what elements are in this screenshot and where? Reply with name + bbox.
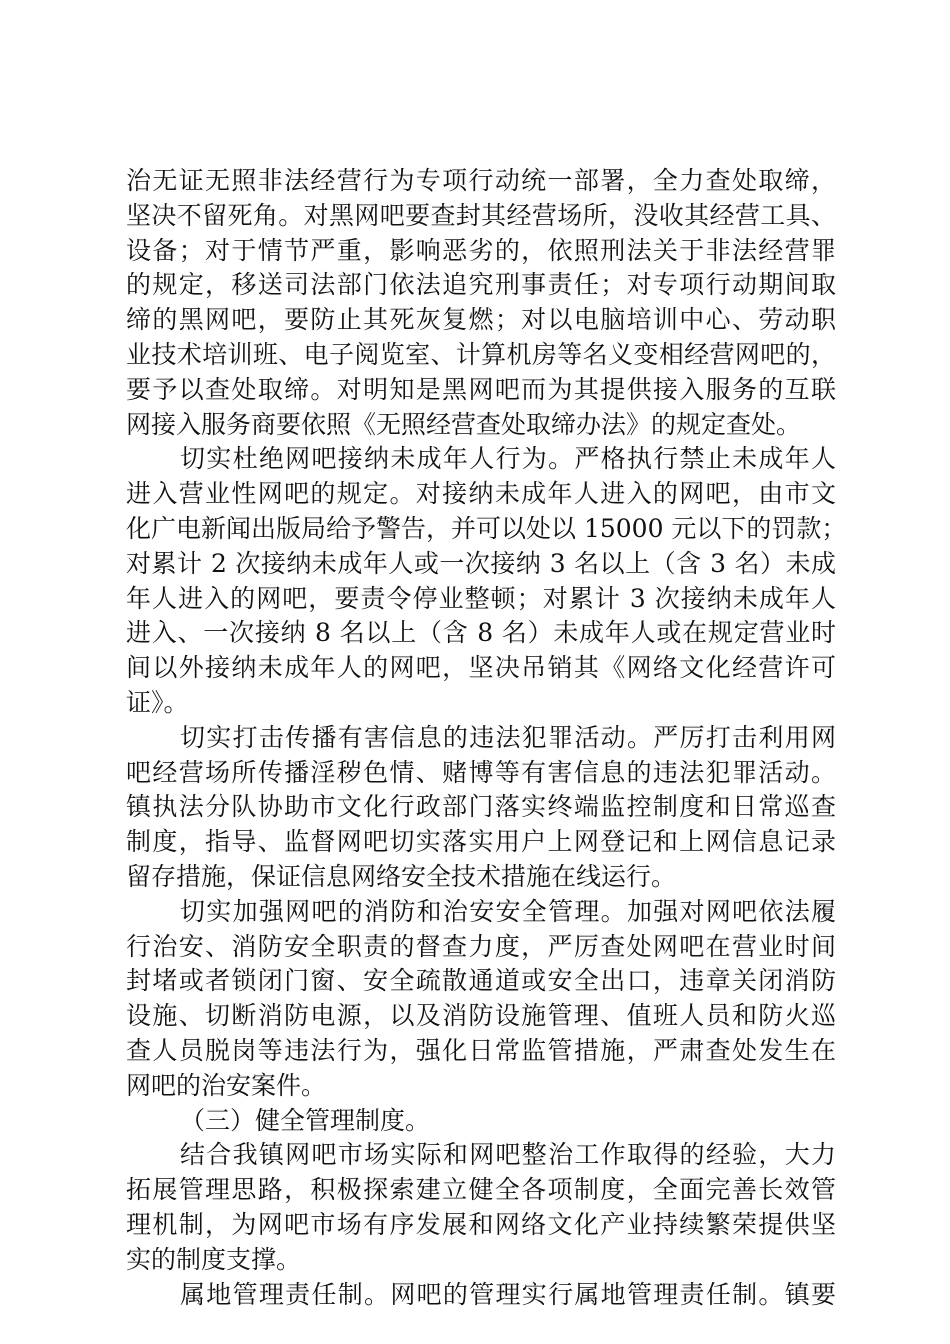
text-line: 设施、切断消防电源，以及消防设施管理、值班人员和防火巡 [126, 1001, 836, 1031]
text-line: 治无证无照非法经营行为专项行动统一部署，全力查处取缔， [126, 166, 836, 195]
text-line: 年人进入的网吧，要责令停业整顿；对累计 3 次接纳未成年人 [126, 583, 836, 613]
text-line: 查人员脱岗等违法行为，强化日常监管措施，严肃查处发生在 [126, 1035, 836, 1065]
text-line: 实的制度支撑。 [126, 1244, 302, 1274]
text-line: 理机制，为网吧市场有序发展和网络文化产业持续繁荣提供坚 [126, 1209, 836, 1239]
text-line: 设备；对于情节严重，影响恶劣的，依照刑法关于非法经营罪 [126, 235, 836, 265]
paragraph [126, 1278, 836, 1313]
paragraph [126, 895, 836, 1104]
text-line: 切实加强网吧的消防和治安安全管理。加强对网吧依法履 [180, 896, 836, 926]
text-line: 封堵或者锁闭门窗、安全疏散通道或安全出口，违章关闭消防 [126, 966, 836, 996]
text-line: 缔的黑网吧，要防止其死灰复燃；对以电脑培训中心、劳动职 [126, 305, 836, 335]
section-heading [126, 1104, 836, 1139]
paragraph [126, 721, 836, 895]
text-line: 化广电新闻出版局给予警告，并可以处以 15000 元以下的罚款； [126, 513, 847, 543]
text-line: 网吧的治安案件。 [126, 1070, 327, 1100]
text-line: 进入、一次接纳 8 名以上（含 8 名）未成年人或在规定营业时 [126, 618, 836, 648]
text-line: 制度，指导、监督网吧切实落实用户上网登记和上网信息记录 [126, 827, 836, 857]
text-line: 镇执法分队协助市文化行政部门落实终端监控制度和日常巡查 [126, 792, 836, 822]
text-line: 间以外接纳未成年人的网吧，坚决吊销其《网络文化经营许可 [126, 653, 836, 683]
paragraph [126, 164, 836, 442]
text-line: 要予以查处取缔。对明知是黑网吧而为其提供接入服务的互联 [126, 374, 836, 404]
text-line: 结合我镇网吧市场实际和网吧整治工作取得的经验，大力 [180, 1140, 836, 1170]
text-line: 切实杜绝网吧接纳未成年人行为。严格执行禁止未成年人 [180, 444, 836, 474]
text-line: 属地管理责任制。网吧的管理实行属地管理责任制。镇要 [180, 1279, 836, 1309]
paragraph [126, 442, 847, 720]
text-line: 拓展管理思路，积极探索建立健全各项制度，全面完善长效管 [126, 1175, 836, 1205]
text-line: 网接入服务商要依照《无照经营查处取缔办法》的规定查处。 [126, 409, 802, 439]
text-line: 业技术培训班、电子阅览室、计算机房等名义变相经营网吧的， [126, 339, 836, 369]
document-body [126, 164, 847, 1312]
text-line: 吧经营场所传播淫秽色情、赌博等有害信息的违法犯罪活动。 [126, 757, 836, 787]
text-line: 证》。 [126, 687, 189, 717]
text-line: （三）健全管理制度。 [180, 1105, 431, 1135]
text-line: 坚决不留死角。对黑网吧要查封其经营场所，没收其经营工具、 [126, 200, 836, 230]
text-line: 的规定，移送司法部门依法追究刑事责任；对专项行动期间取 [126, 270, 836, 300]
text-line: 行治安、消防安全职责的督查力度，严厉查处网吧在营业时间 [126, 931, 836, 961]
text-line: 对累计 2 次接纳未成年人或一次接纳 3 名以上（含 3 名）未成 [126, 548, 836, 578]
text-line: 留存措施，保证信息网络安全技术措施在线运行。 [126, 861, 677, 891]
text-line: 进入营业性网吧的规定。对接纳未成年人进入的网吧，由市文 [126, 479, 836, 509]
paragraph [126, 1138, 836, 1277]
text-line: 切实打击传播有害信息的违法犯罪活动。严厉打击利用网 [180, 722, 836, 752]
